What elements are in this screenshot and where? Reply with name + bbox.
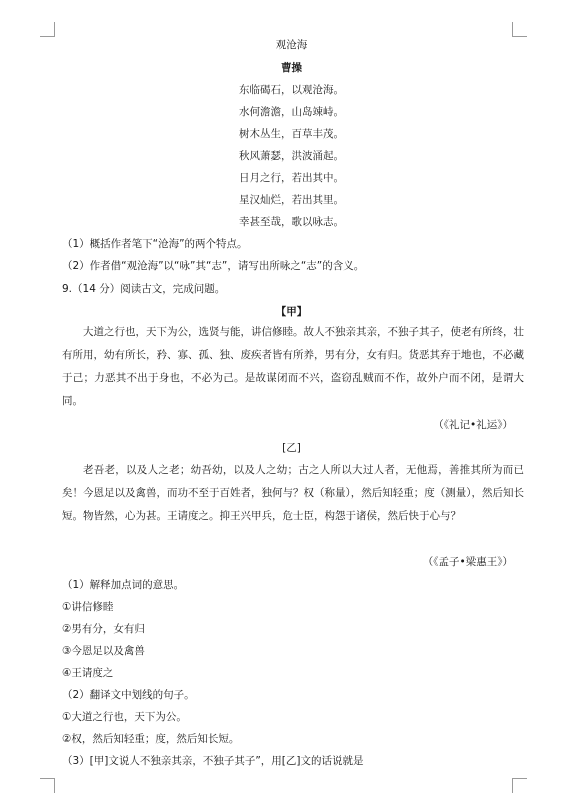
sub-question-1-item: ①讲信修睦 (62, 601, 114, 613)
poem-line: 日月之行，若出其中。 (239, 172, 344, 184)
margin-corner-top-right (512, 22, 527, 37)
poem-author: 曹操 (281, 62, 302, 74)
poem-line: 东临碣石，以观沧海。 (239, 84, 344, 96)
poem-line: 幸甚至哉，歌以咏志。 (239, 216, 344, 228)
sub-question-2-item: ②权，然后知轻重；度，然后知长短。 (62, 733, 240, 745)
margin-corner-bottom-right (512, 778, 527, 793)
sub-question-1-item: ③今恩足以及禽兽 (62, 645, 145, 657)
sub-question-1-item: ②男有分，女有归 (62, 623, 145, 635)
poem-line: 秋风萧瑟，洪波涌起。 (239, 150, 344, 162)
sub-question-1-item: ④王请度之 (62, 667, 114, 679)
passage-yi-source: （《孟子•梁惠王》） (422, 556, 513, 568)
poem-line: 星汉灿烂，若出其里。 (239, 194, 344, 206)
question-9-heading: 9.（14 分）阅读古文，完成问题。 (62, 283, 226, 295)
passage-jia-text: 大道之行也，天下为公，选贤与能，讲信修睦。故人不独亲其亲，不独子其子，使老有所终，壮有所用，幼有所长，矜、寡、孤、独、废疾者皆有所养，男有分，女有归。货恶其弃于地也，不必藏于己；力恶其不出于身也，不必为己。是故谋闭而不兴，盗窃乱贼而不作，故外户而不闭，是谓大同。 (62, 326, 524, 407)
passage-jia-source: （《礼记•礼运》） (433, 419, 513, 431)
poem-question-1: （1）概括作者笔下“沧海”的两个特点。 (62, 238, 248, 250)
passage-yi-label: [乙] (282, 442, 301, 454)
poem-question-2: （2）作者借“观沧海”以“咏”其“志”，请写出所咏之“志”的含义。 (62, 260, 365, 272)
passage-yi-text: 老吾老，以及人之老；幼吾幼，以及人之幼；古之人所以大过人者，无他焉，善推其所为而已矣！今恩足以及禽兽，而功不至于百姓者，独何与？权（称量），然后知轻重；度（测量），然后知长短。物皆然，心为甚。王请度之。抑王兴甲兵，危士臣，构怨于诸侯，然后快于心与？ (62, 464, 524, 522)
passage-jia-label: 【甲】 (275, 306, 308, 318)
sub-question-2: （2）翻译文中划线的句子。 (62, 689, 195, 701)
sub-question-1: （1）解释加点词的意思。 (62, 579, 185, 591)
sub-question-2-item: ①大道之行也，天下为公。 (62, 711, 187, 723)
poem-line: 树木丛生，百草丰茂。 (239, 128, 344, 140)
margin-corner-top-left (40, 22, 55, 37)
margin-corner-bottom-left (40, 778, 55, 793)
poem-line: 水何澹澹，山岛竦峙。 (239, 106, 344, 118)
sub-question-3: （3）[甲]文说人不独亲其亲，不独子其子”，用[乙]文的话说就是 (62, 755, 364, 767)
poem-title: 观沧海 (275, 39, 308, 51)
